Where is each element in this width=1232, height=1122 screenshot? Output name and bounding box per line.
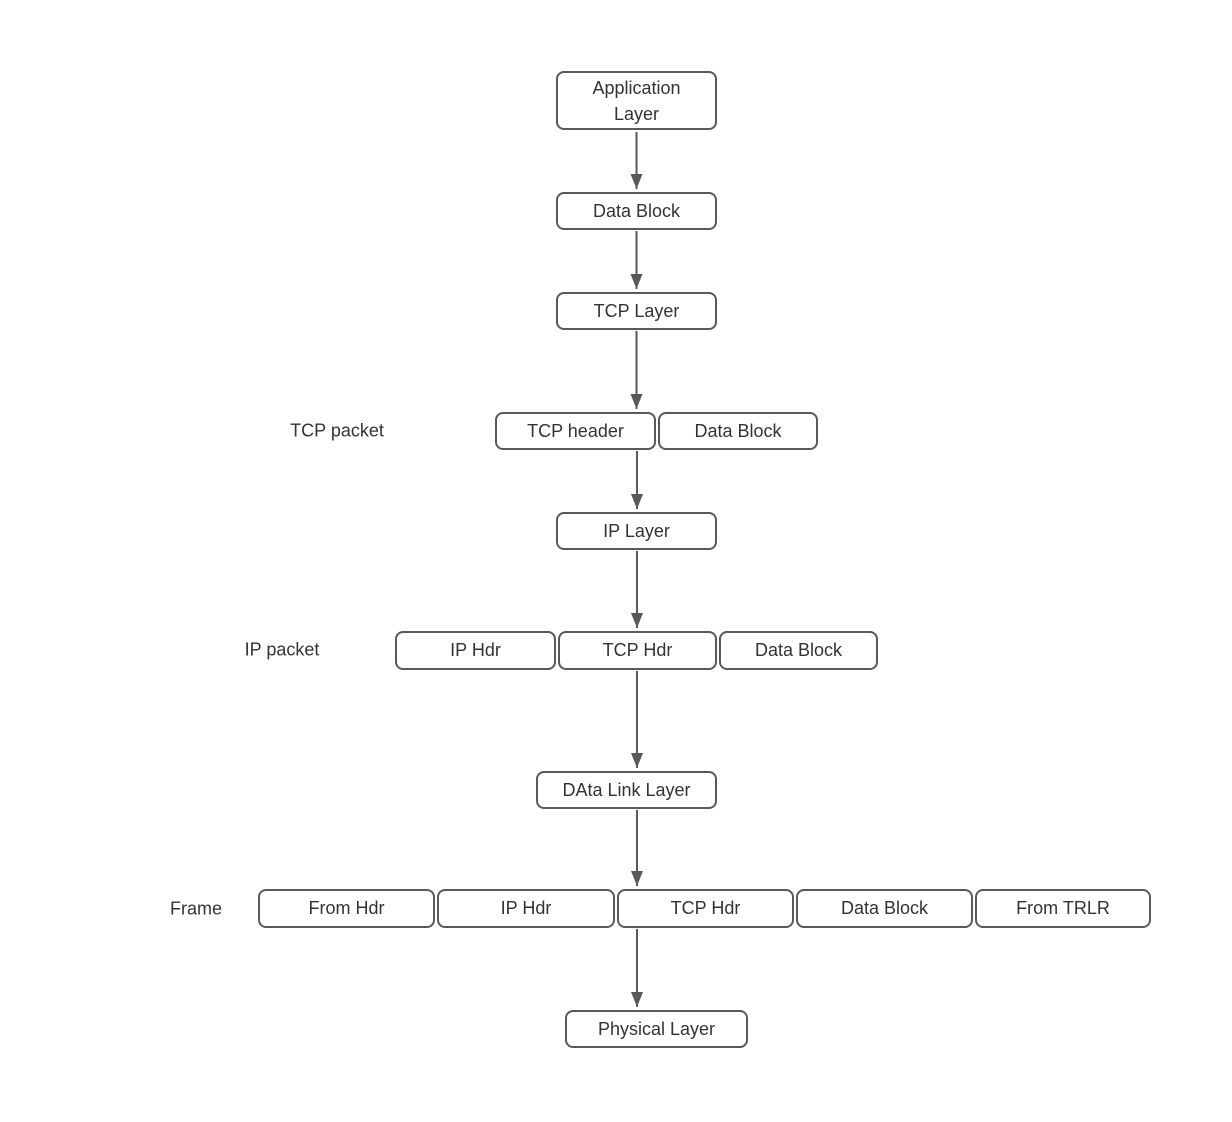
node-ip-tcp-hdr: TCP Hdr: [558, 631, 717, 670]
node-tcp-header: TCP header: [495, 412, 656, 450]
node-data-link-layer: DAta Link Layer: [536, 771, 717, 809]
node-frame-data-block: Data Block: [796, 889, 973, 928]
node-ip-layer: IP Layer: [556, 512, 717, 550]
node-ip-hdr: IP Hdr: [395, 631, 556, 670]
node-frame-tcp-hdr: TCP Hdr: [617, 889, 794, 928]
node-physical-layer: Physical Layer: [565, 1010, 748, 1048]
node-frame-ip-hdr: IP Hdr: [437, 889, 615, 928]
label-ip-packet: IP packet: [244, 639, 320, 660]
label-frame: Frame: [169, 898, 223, 919]
node-application-layer: Application Layer: [556, 71, 717, 130]
node-ip-data-block: Data Block: [719, 631, 878, 670]
label-tcp-packet: TCP packet: [290, 420, 384, 441]
node-tcp-layer: TCP Layer: [556, 292, 717, 330]
node-frame-from-trlr: From TRLR: [975, 889, 1151, 928]
node-tcp-data-block: Data Block: [658, 412, 818, 450]
node-frame-from-hdr: From Hdr: [258, 889, 435, 928]
node-data-block-app: Data Block: [556, 192, 717, 230]
